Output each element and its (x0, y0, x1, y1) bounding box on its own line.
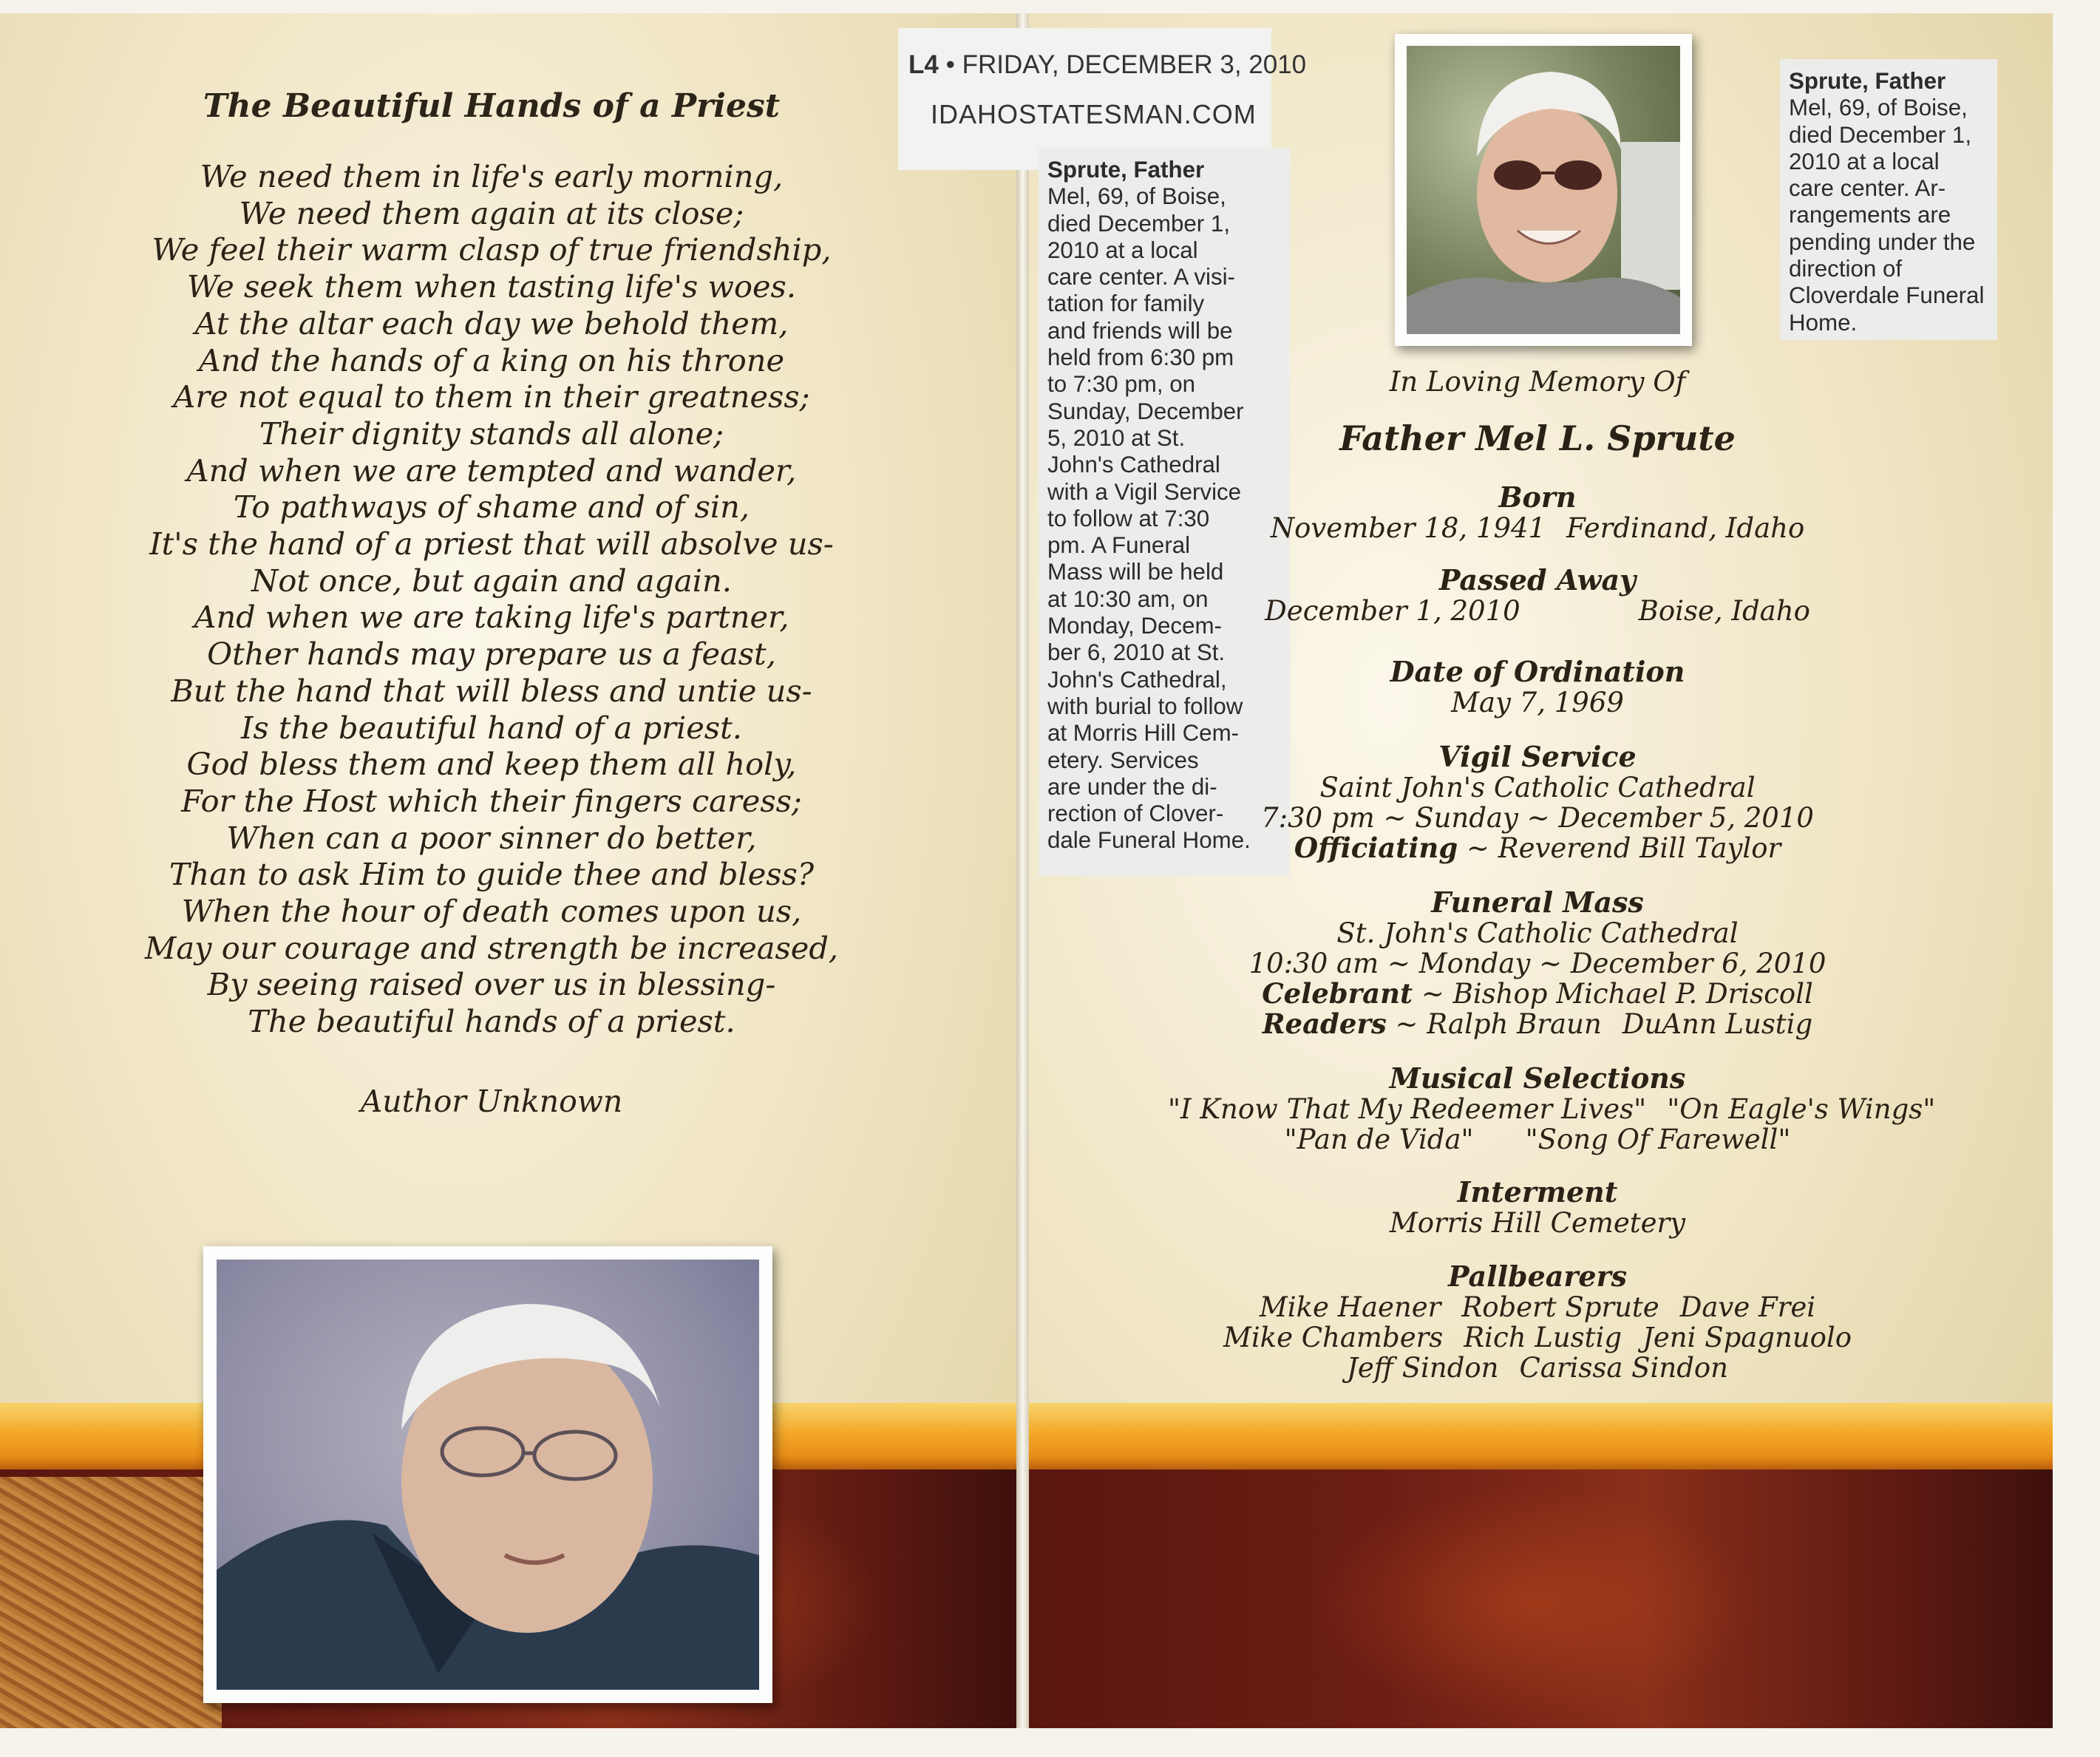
clipping-line: Monday, Decem- (1047, 613, 1222, 639)
clipping-line: Mass will be held (1047, 559, 1224, 585)
poem-line: But the hand that will bless and untie us- (171, 672, 812, 709)
left-panel (0, 13, 1016, 1728)
clipping-line: with burial to follow (1047, 693, 1243, 719)
clipping-line: dale Funeral Home. (1047, 827, 1251, 854)
clipping-line: are under the di- (1047, 773, 1217, 800)
interment-heading: Interment (1457, 1175, 1618, 1209)
funeral-section (1168, 887, 1907, 1039)
officiating-value: ~ Reverend Bill Taylor (1458, 832, 1781, 864)
poem-line: And when we are tempted and wander, (186, 452, 797, 489)
readers-label: Readers (1262, 1007, 1387, 1040)
memorial-intro: In Loving Memory Of (1389, 366, 1686, 398)
clipping-line: Cloverdale Funeral (1789, 282, 1985, 309)
poem-line: For the Host which their fingers caress; (181, 782, 802, 819)
clipping-line: died December 1, (1789, 121, 1972, 148)
vigil-time: 7:30 pm ~ Sunday ~ December 5, 2010 (1261, 802, 1814, 834)
pallbearer: Jeff Sindon (1346, 1352, 1499, 1384)
pallbearer: Dave Frei (1679, 1291, 1816, 1323)
poem-line: We seek them when tasting life's woes. (186, 268, 797, 305)
clipping-line: to follow at 7:30 (1047, 505, 1210, 531)
poem-line: And the hands of a king on his throne (198, 341, 785, 378)
clipping-line: and friends will be (1047, 317, 1233, 344)
clipping-line: rangements are (1789, 202, 1951, 228)
passed-place: Boise, Idaho (1638, 595, 1810, 627)
memorial-photo-frame (1395, 34, 1692, 346)
clipping-line: at 10:30 am, on (1047, 585, 1209, 612)
readers-value: ~ Ralph Braun (1386, 1008, 1602, 1040)
interment-place: Morris Hill Cemetery (1389, 1207, 1686, 1239)
portrait-photo-frame (203, 1246, 772, 1703)
clipping-line: rection of Clover- (1047, 801, 1224, 827)
clipping-line: care center. A visi- (1047, 264, 1235, 290)
clipping-line: to 7:30 pm, on (1047, 371, 1196, 398)
center-fold (1016, 13, 1029, 1728)
poem-line: At the altar each day we behold them, (194, 305, 789, 341)
deceased-name: Father Mel L. Sprute (1339, 418, 1736, 458)
memorial-photo (1407, 46, 1680, 334)
vigil-heading: Vigil Service (1438, 740, 1637, 773)
clipping-line: Mel, 69, of Boise, (1047, 183, 1226, 210)
pallbearer: Jeni Spagnuolo (1642, 1322, 1852, 1353)
celebrant-value: ~ Bishop Michael P. Driscoll (1413, 978, 1813, 1010)
music-section (1168, 1061, 1936, 1155)
page-number: L4 (908, 50, 939, 79)
clipping-line: Sunday, December (1047, 398, 1244, 424)
passed-heading: Passed Away (1438, 563, 1637, 597)
clipping-line: died December 1, (1047, 210, 1231, 237)
gold-band (1029, 1403, 2053, 1469)
music-heading: Musical Selections (1389, 1061, 1686, 1095)
clipping-line: at Morris Hill Cem- (1047, 720, 1240, 747)
poem-line: By seeing raised over us in blessing- (207, 966, 776, 1003)
memorial-illustration (1407, 46, 1680, 334)
clipping-line: pm. A Funeral (1047, 532, 1191, 559)
pallbearer: Mike Haener (1259, 1291, 1441, 1323)
poem-line: Than to ask Him to guide thee and bless? (169, 856, 815, 893)
poem-line: When can a poor sinner do better, (226, 819, 757, 856)
funeral-heading: Funeral Mass (1431, 886, 1644, 919)
poem-body (0, 158, 983, 1040)
newspaper-site: IDAHOSTATESMAN.COM (931, 99, 1257, 129)
pallbearer: Carissa Sindon (1519, 1352, 1728, 1384)
texture-band (0, 1477, 222, 1728)
clipping-line: Home. (1789, 309, 1858, 336)
clipping-line: John's Cathedral (1047, 452, 1220, 478)
clipping-line: Sprute, Father (1047, 157, 1205, 183)
funeral-time: 10:30 am ~ Monday ~ December 6, 2010 (1248, 948, 1827, 979)
clipping-line: held from 6:30 pm (1047, 344, 1234, 371)
song-2: "On Eagle's Wings" (1667, 1093, 1936, 1125)
celebrant-label: Celebrant (1262, 977, 1413, 1010)
clipping-line: 2010 at a local (1047, 237, 1198, 263)
poem-line: It's the hand of a priest that will absolve us- (149, 526, 834, 563)
bullet: • (945, 50, 962, 79)
ordination-date: May 7, 1969 (1451, 687, 1624, 718)
portrait-illustration (217, 1260, 759, 1690)
song-3: "Pan de Vida" (1284, 1124, 1474, 1155)
passed-date: December 1, 2010 (1265, 595, 1520, 627)
clipping-line: 5, 2010 at St. (1047, 424, 1186, 451)
poem-line: We need them in life's early morning, (200, 158, 784, 194)
poem-title: The Beautiful Hands of a Priest (203, 87, 781, 125)
poem-line: Other hands may prepare us a feast, (207, 636, 776, 673)
born-heading: Born (1498, 480, 1577, 514)
poem-line: We feel their warm clasp of true friendship, (152, 231, 832, 268)
ordination-section (1168, 656, 1907, 718)
clipping-line: care center. Ar- (1789, 175, 1946, 202)
ordination-heading: Date of Ordination (1390, 655, 1685, 688)
poem-line: Their dignity stands all alone; (259, 415, 724, 452)
clipping-line: Mel, 69, of Boise, (1789, 95, 1968, 121)
clipping-line: with a Vigil Service (1047, 478, 1242, 505)
officiating-label: Officiating (1294, 832, 1458, 864)
clipping-line: direction of (1789, 256, 1903, 282)
born-date: November 18, 1941 (1270, 512, 1546, 544)
pallbearer: Rich Lustig (1464, 1322, 1622, 1353)
poem-line: The beautiful hands of a priest. (248, 1003, 735, 1040)
pallbearer: Mike Chambers (1223, 1322, 1444, 1353)
clipping-line: tation for family (1047, 290, 1205, 317)
poem-line: Are not equal to them in their greatness; (173, 378, 810, 415)
poem-line: God bless them and keep them all holy, (186, 746, 797, 783)
poem-line: When the hour of death comes upon us, (181, 893, 802, 930)
clipping-line: 2010 at a local (1789, 148, 1940, 174)
reader-2: DuAnn Lustig (1622, 1008, 1813, 1040)
newspaper-date: FRIDAY, DECEMBER 3, 2010 (962, 50, 1307, 79)
poem-line: We need them again at its close; (239, 194, 744, 231)
poem-line: And when we are taking life's partner, (194, 599, 789, 636)
poem-author: Author Unknown (360, 1084, 623, 1119)
pallbearers-heading: Pallbearers (1447, 1260, 1628, 1293)
poem-line: May our courage and strength be increased, (144, 929, 839, 966)
clipping-line: pending under the (1789, 228, 1976, 255)
vigil-place: Saint John's Catholic Cathedral (1319, 772, 1756, 803)
portrait-photo (217, 1260, 759, 1690)
poem-line: Is the beautiful hand of a priest. (241, 709, 742, 746)
born-place: Ferdinand, Idaho (1566, 512, 1805, 544)
obituary-clipping-short (1780, 59, 1997, 340)
song-4: "Song Of Farewell" (1525, 1124, 1791, 1155)
pallbearers-section (1168, 1261, 1907, 1383)
band-glow (1310, 1484, 1753, 1721)
poem-line: To pathways of shame and of sin, (233, 489, 750, 526)
pallbearer: Robert Sprute (1461, 1291, 1659, 1323)
funeral-place: St. John's Catholic Cathedral (1336, 917, 1739, 949)
clipping-line: etery. Services (1047, 747, 1199, 773)
poem-line: Not once, but again and again. (251, 562, 732, 599)
clipping-line: ber 6, 2010 at St. (1047, 639, 1226, 666)
born-section (1168, 482, 1907, 543)
clipping-line: Sprute, Father (1789, 68, 1946, 94)
song-1: "I Know That My Redeemer Lives" (1168, 1093, 1647, 1125)
clipping-line: John's Cathedral, (1047, 666, 1227, 693)
passed-section (1168, 565, 1907, 626)
interment-section (1168, 1177, 1907, 1238)
vigil-section (1168, 741, 1907, 863)
